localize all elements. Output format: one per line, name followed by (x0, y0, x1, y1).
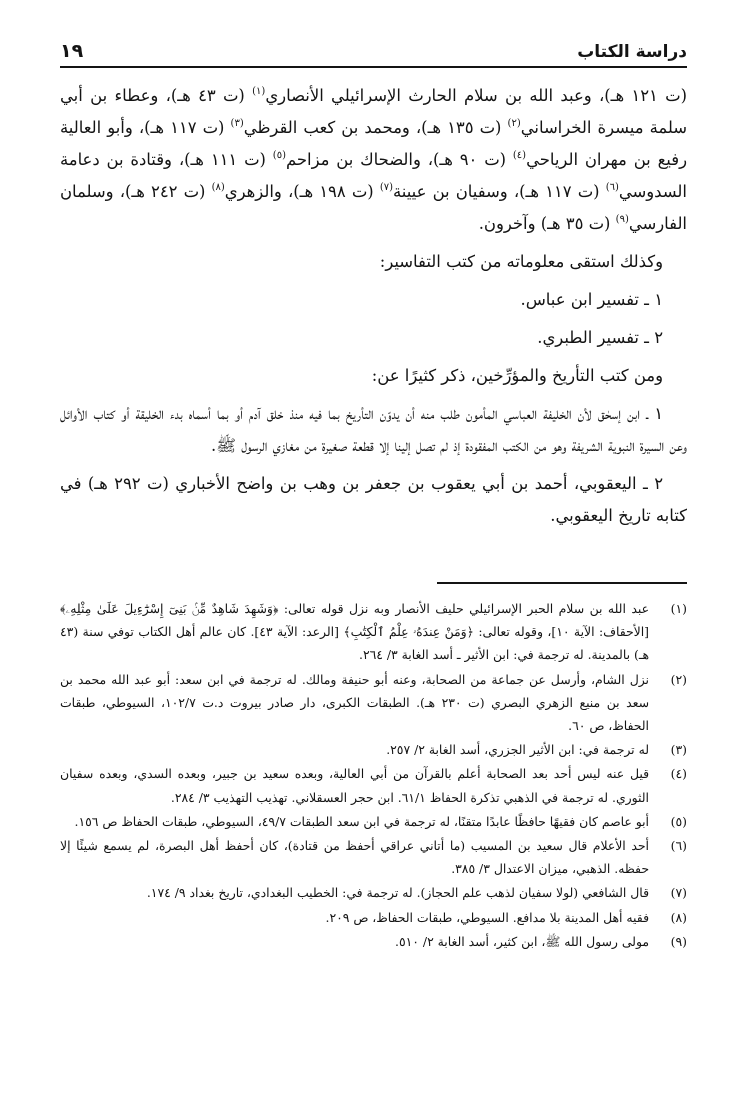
footnote-text: فقيه أهل المدينة بلا مدافع. السيوطي، طبقات الحفاظ، ص ٢٠٩. (325, 909, 649, 925)
footnote (60, 597, 687, 667)
footnote-text: قال الشافعي (لولا سفيان لذهب علم الحجاز). له ترجمة في: الخطيب البغدادي، تاريخ بغداد ٩/ ١٧٤. (146, 885, 649, 901)
narrator-text: (ت ١٣٥ هـ)، ومحمد بن كعب القرظي (243, 118, 508, 137)
history-item: ٢ ـ اليعقوبي، أحمد بن أبي يعقوب بن جعفر بن وهب بن واضح الأخباري (ت ٢٩٢ هـ) في كتابه تاريخ اليعقوبي. (60, 474, 687, 525)
running-title: دراسة الكتاب (577, 42, 687, 62)
narrator-text: (ت ١١٧ هـ)، وسفيان بن عيينة (393, 182, 606, 201)
footnote (60, 881, 687, 904)
footnote-number: (٤) (670, 766, 687, 782)
footnote-ref[interactable]: (٧) (379, 182, 393, 193)
history-item: ١ ـ ابن إسحٰق لأن الخليفة العباسي المأمون طلب منه أن يدوّن التأريخ بما فيه منذ خلق آدم أو بما أسماه بدء الخليقة أو كتاب الأوائل وعن السيرة النبوية الشريفة وهو من الكتب المفقودة إذ لم تصل إلينا إلا قطعة صغيرة من مغازي الرسول ﷺ. (60, 404, 687, 455)
footnote-ref[interactable]: (٨) (211, 182, 225, 193)
page-header (60, 36, 687, 62)
narrator-text: (ت ٢٤٢ هـ)، وسلمان الفارسي (60, 182, 687, 233)
footnote (60, 906, 687, 929)
footnote-text: قيل عنه ليس أحد بعد الصحابة أعلم بالقرآن من أبي العالية، وبعده سعيد بن جبير، وبعده السدي، وبعده سفيان الثوري. له ترجمة في الذهبي تذكرة الحفاظ ٦١/١. ابن حجر العسقلاني. تهذيب التهذيب ٣/ ٢٨٤. (60, 766, 649, 805)
narrator-text: (ت ٣٥ هـ) وآخرون. (478, 214, 616, 233)
footnote-ref[interactable]: (٣) (230, 118, 244, 129)
footnote-text: مولى رسول الله ﷺ، ابن كثير، أسد الغابة ٢/ ٥١٠. (395, 933, 649, 949)
narrator-text: (ت ٩٠ هـ)، والضحاك بن مزاحم (285, 150, 513, 169)
page-number: ١٩ (60, 40, 84, 62)
footnote (60, 930, 687, 953)
footnote-text: له ترجمة في: ابن الأثير الجزري، أسد الغابة ٢/ ٢٥٧. (386, 742, 649, 758)
footnote (60, 834, 687, 880)
footnote-number: (٦) (670, 838, 687, 854)
footnote-number: (٨) (670, 909, 687, 925)
footnote-text: عبد الله بن سلام الحبر الإسرائيلي حليف الأنصار وبه نزل قوله تعالى: ﴿وَشَهِدَ شَاهِدٌ مِّنۢ بَنِىٓ إِسْرَٰٓءِيلَ عَلَىٰ مِثْلِهِۦ﴾ [الأحقاف: الآية ١٠]، وقوله تعالى: ﴿وَمَنْ عِندَهُۥ عِلْمُ ٱلْكِتَٰبِ﴾ [الرعد: الآية ٤٣]. كان عالم أهل الكتاب توفي سنة (٤٣ هـ) بالمدينة. له ترجمة في: ابن الأثير ـ أسد الغابة ٣/ ٢٦٤. (60, 601, 650, 663)
narrators-paragraph (60, 80, 687, 240)
narrator-text: (ت ١١٧ هـ)، وأبو العالية رفيع بن مهران الرياحي (60, 118, 688, 169)
footnote-number: (٣) (670, 742, 687, 758)
footnote (60, 668, 687, 738)
footnote-ref[interactable]: (٥) (272, 150, 286, 161)
footnote-number: (١) (670, 601, 687, 616)
footnote-ref[interactable]: (٤) (512, 150, 527, 161)
header-rule (60, 66, 687, 68)
tafsir-item: ٢ ـ تفسير الطبري. (537, 328, 663, 347)
footnote-text: أحد الأعلام قال سعيد بن المسيب (ما أتاني عراقي أحفظ من قتادة)، كان أحفظ أهل البصرة، لم يسمع شيئًا إلا حفظه. الذهبي، ميزان الاعتدال ٣/ ٣٨٥. (60, 838, 649, 877)
footnote-ref[interactable]: (١) (252, 86, 266, 97)
narrator-text: (ت ١٩٨ هـ)، والزهري (224, 182, 380, 201)
footnote (60, 810, 687, 833)
footnote (60, 738, 687, 761)
tafsir-intro: وكذلك استقى معلوماته من كتب التفاسير: (379, 252, 663, 271)
footnote-text: أبو عاصم كان فقيهًا حافظًا عابدًا متقنًا، له ترجمة في ابن سعد الطبقات ٤٩/٧، السيوطي، طبقات الحفاظ ص ١٥٦. (74, 813, 649, 829)
footnote (60, 762, 687, 808)
footnote-number: (٧) (670, 885, 687, 901)
footnote-ref[interactable]: (٩) (615, 214, 629, 225)
narrator-text: (ت ١١١ هـ)، وقتادة بن دعامة السدوسي (60, 150, 687, 201)
footnote-text: نزل الشام، وأرسل عن جماعة من الصحابة، وعنه أبو حنيفة ومالك. له ترجمة في ابن سعد: أبو عبد الله محمد بن سعد بن منيع الزهري البصري (ت ٢٣٠ هـ). الطبقات الكبرى، دار صادر بيروت د.ت ١٠٢/٧، السيوطي، طبقات الحفاظ، ص ٦٠. (60, 671, 649, 734)
footnote-number: (٥) (670, 813, 687, 829)
main-text (60, 80, 687, 532)
footnotes (60, 597, 687, 954)
footnote-ref[interactable]: (٢) (507, 118, 521, 129)
narrator-text: (ت ٤٣ هـ)، وعطاء بن أبي سلمة ميسرة الخراساني (60, 86, 688, 137)
tafsir-item: ١ ـ تفسير ابن عباس. (520, 290, 663, 309)
footnote-ref[interactable]: (٦) (605, 182, 619, 193)
history-intro: ومن كتب التأريخ والمؤرِّخين، ذكر كثيرًا عن: (371, 366, 663, 385)
footnote-number: (٢) (670, 671, 687, 687)
footnote-separator (437, 582, 687, 584)
narrator-text: (ت ١٢١ هـ)، وعبد الله بن سلام الحارث الإسرائيلي الأنصاري (265, 86, 687, 105)
footnote-number: (٩) (670, 933, 687, 949)
